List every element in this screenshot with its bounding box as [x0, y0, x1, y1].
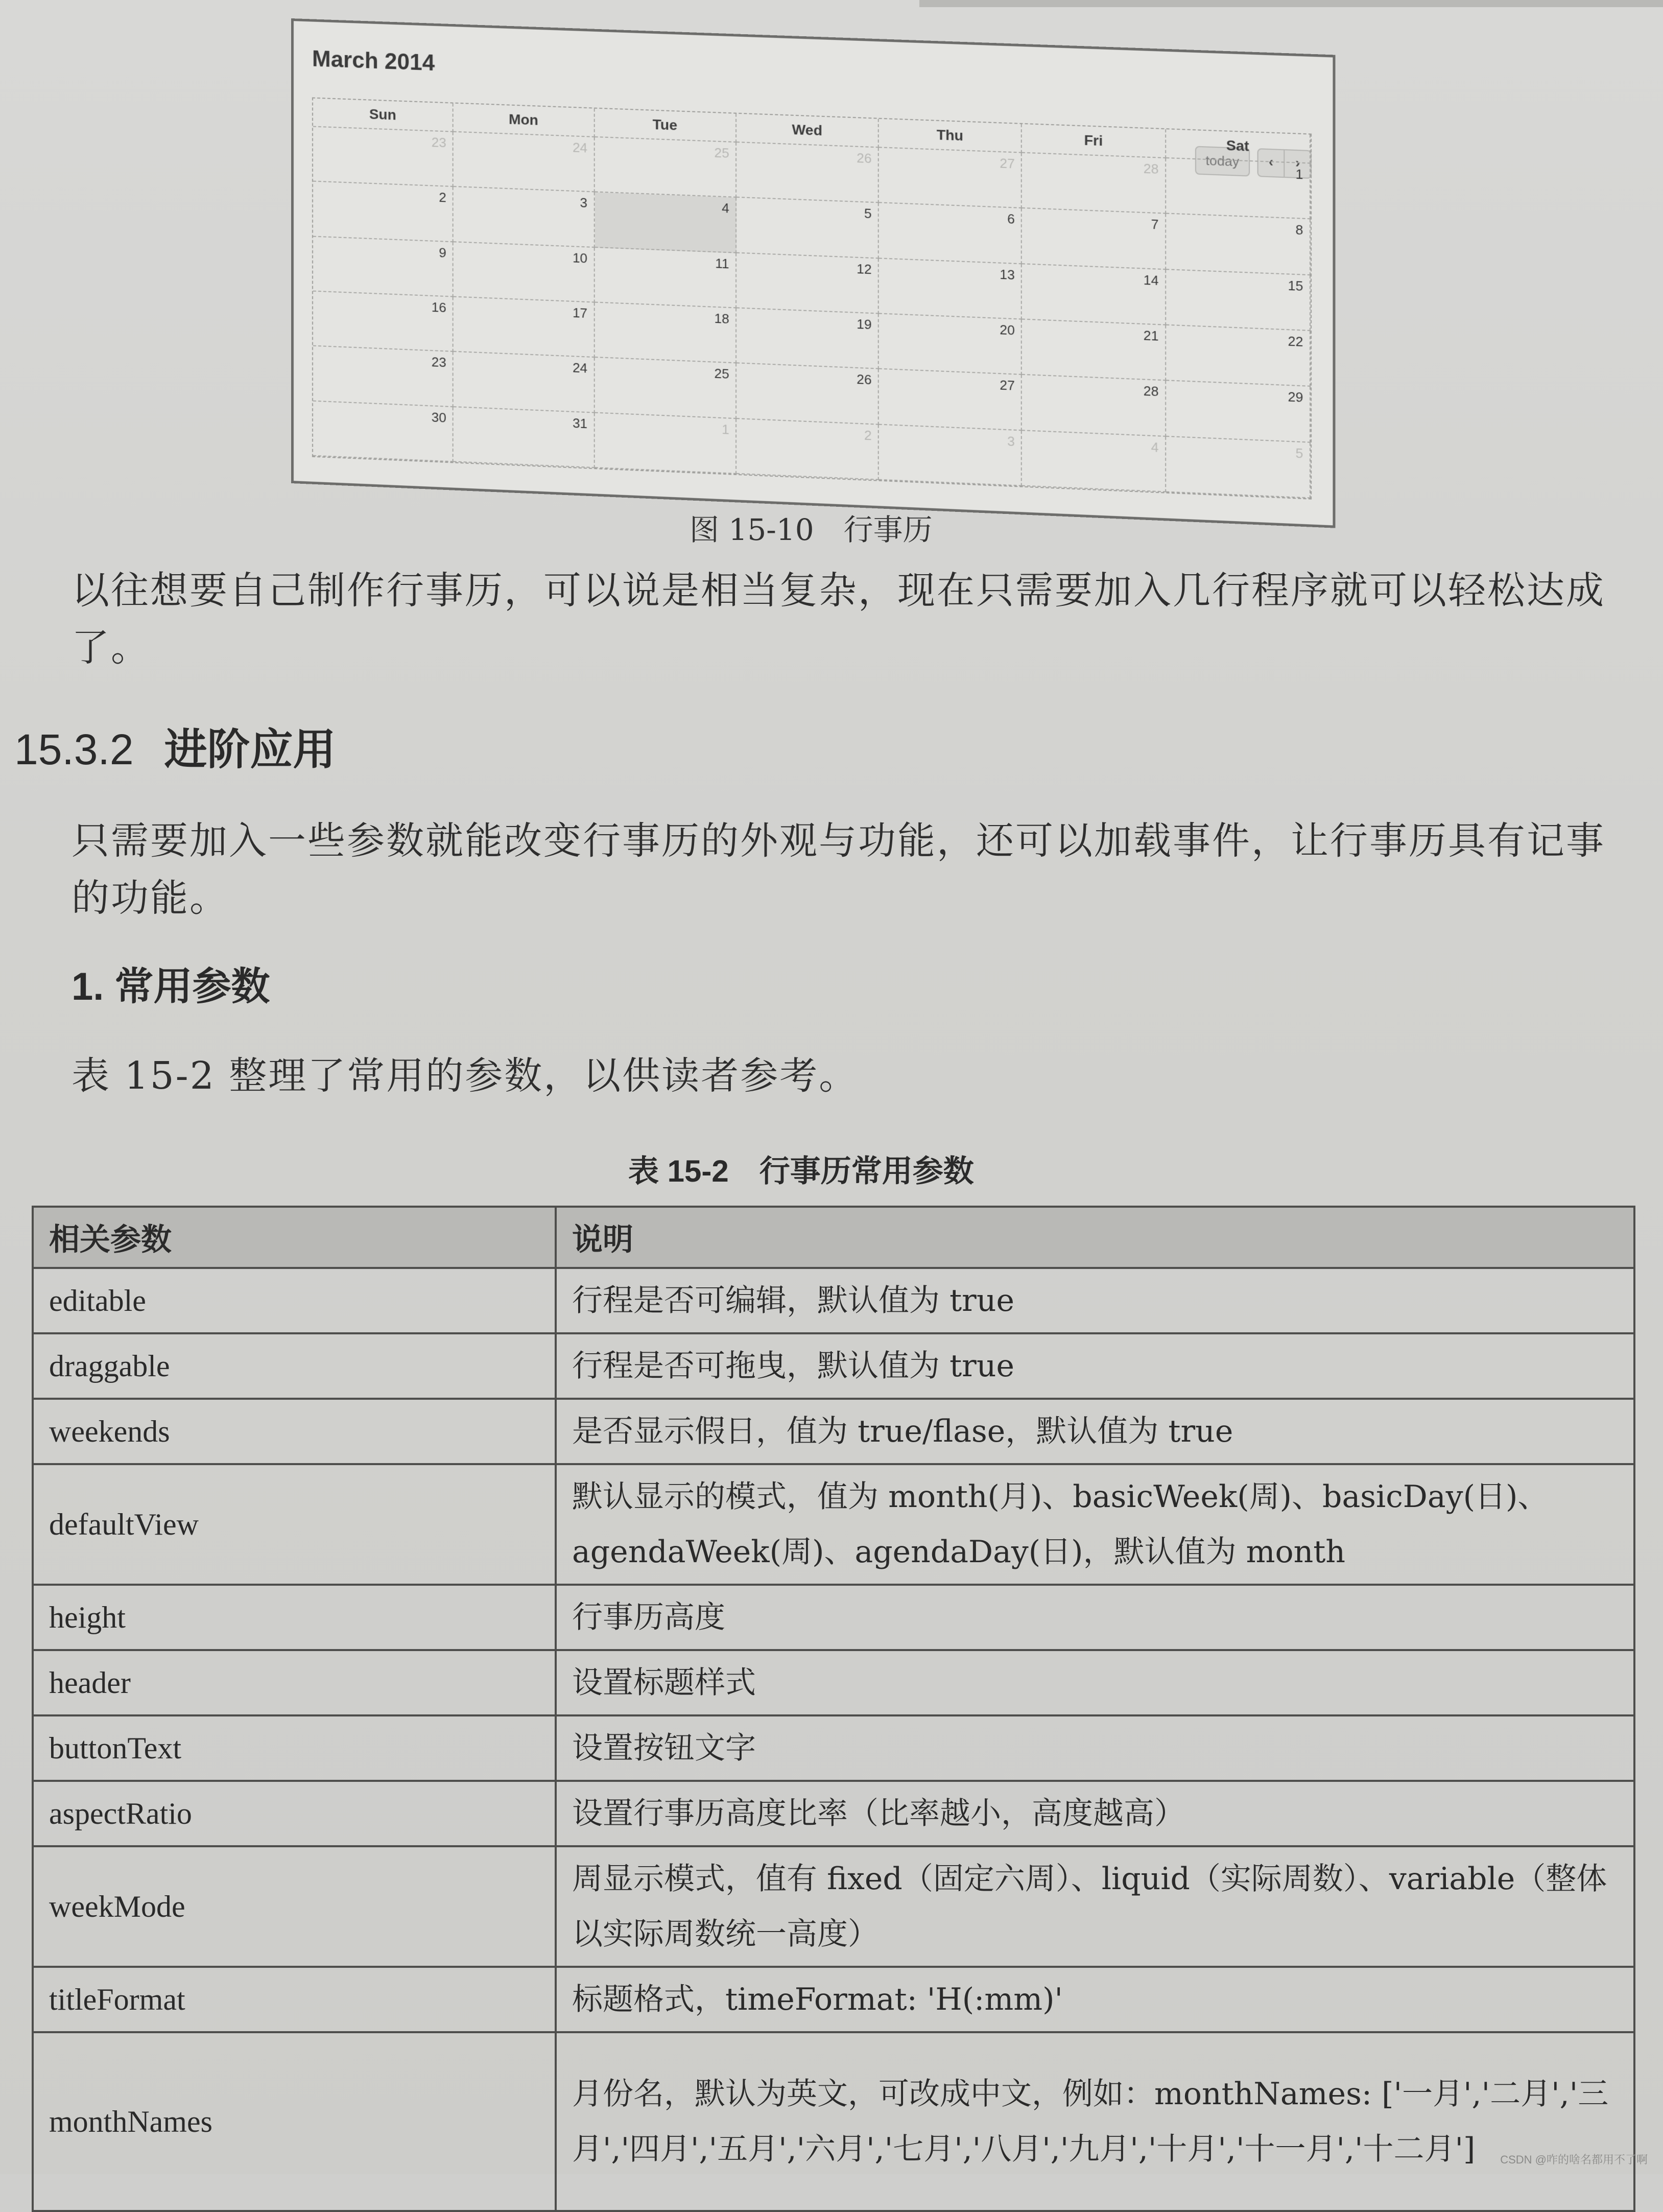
calendar-figure	[291, 18, 1336, 528]
calendar-day-cell[interactable]	[1022, 208, 1166, 270]
day-number: 19	[857, 316, 872, 333]
desc-cell: 设置标题样式	[556, 1650, 1634, 1715]
table-row	[33, 1333, 1634, 1399]
calendar-day-cell[interactable]	[737, 198, 879, 258]
day-number: 7	[1151, 216, 1159, 232]
calendar-day-cell[interactable]	[1166, 158, 1311, 220]
section-title: 进阶应用	[164, 725, 336, 773]
day-number: 29	[1288, 389, 1303, 406]
calendar-day-cell[interactable]	[1166, 437, 1311, 499]
day-number: 28	[1143, 383, 1159, 399]
day-number: 27	[1000, 155, 1015, 172]
day-number: 4	[1151, 439, 1159, 455]
param-cell: header	[33, 1650, 556, 1715]
day-number: 13	[1000, 266, 1015, 283]
today-button[interactable]: today	[1195, 146, 1250, 177]
calendar-day-cell[interactable]	[737, 419, 879, 480]
desc-cell: 标题格式，timeFormat: 'H(:mm)'	[556, 1967, 1634, 2032]
section-heading	[14, 715, 336, 777]
calendar-day-cell[interactable]	[313, 182, 454, 242]
day-number: 11	[715, 255, 729, 272]
table-row	[33, 1650, 1634, 1715]
calendar-title: March 2014	[312, 46, 435, 76]
day-number: 25	[714, 145, 729, 161]
table-row	[33, 2032, 1634, 2211]
day-number: 3	[580, 195, 588, 211]
day-number: 14	[1143, 272, 1159, 288]
table-row	[33, 1268, 1634, 1333]
day-number: 8	[1295, 222, 1303, 238]
calendar-day-cell[interactable]	[313, 292, 454, 352]
day-number: 28	[1143, 160, 1159, 177]
day-number: 20	[1000, 322, 1015, 338]
calendar-grid	[312, 97, 1312, 499]
header-desc: 说明	[556, 1207, 1634, 1268]
day-number: 23	[431, 134, 446, 151]
weekday-header: Tue	[595, 109, 737, 143]
param-cell: draggable	[33, 1333, 556, 1399]
calendar-day-cell[interactable]	[1022, 264, 1166, 325]
desc-cell: 默认显示的模式，值为 month(月)、basicWeek(周)、basicDay(日)、agendaWeek(周)、agendaDay(日)，默认值为 month	[556, 1464, 1634, 1585]
calendar-day-cell[interactable]	[1022, 320, 1166, 381]
calendar-day-cell[interactable]	[1022, 431, 1166, 492]
param-cell: monthNames	[33, 2032, 556, 2211]
desc-cell: 设置行事历高度比率（比率越小，高度越高）	[556, 1781, 1634, 1846]
desc-cell: 行程是否可编辑，默认值为 true	[556, 1268, 1634, 1333]
desc-cell: 行事历高度	[556, 1585, 1634, 1650]
table-header-row	[33, 1207, 1634, 1268]
weekday-header: Sat	[1166, 129, 1311, 163]
desc-cell: 是否显示假日，值为 true/flase，默认值为 true	[556, 1399, 1634, 1464]
param-cell: weekMode	[33, 1846, 556, 1967]
calendar-day-cell[interactable]	[454, 352, 595, 413]
desc-cell: 设置按钮文字	[556, 1715, 1634, 1781]
calendar-day-cell[interactable]	[879, 425, 1022, 486]
table-row	[33, 1399, 1634, 1464]
param-cell: height	[33, 1585, 556, 1650]
day-number: 26	[857, 371, 872, 388]
table-row	[33, 1967, 1634, 2032]
subsection-heading: 1. 常用参数	[72, 965, 270, 1008]
calendar-day-cell[interactable]	[879, 148, 1022, 208]
table-row	[33, 1846, 1634, 1967]
section-number: 15.3.2	[14, 725, 134, 773]
calendar-day-cell[interactable]	[454, 132, 595, 193]
day-number: 30	[431, 409, 446, 426]
calendar-day-cell[interactable]	[1166, 381, 1311, 443]
calendar-day-cell[interactable]	[879, 369, 1022, 431]
param-cell: defaultView	[33, 1464, 556, 1585]
day-number: 22	[1288, 333, 1303, 350]
calendar-day-cell[interactable]	[879, 258, 1022, 320]
day-number: 5	[864, 205, 872, 222]
calendar-day-cell[interactable]	[737, 143, 879, 203]
calendar-day-cell[interactable]	[454, 187, 595, 247]
prev-month-button[interactable]: ‹	[1257, 148, 1285, 178]
table-row	[33, 1781, 1634, 1846]
param-cell: editable	[33, 1268, 556, 1333]
day-number: 10	[572, 249, 588, 266]
calendar-day-cell[interactable]	[879, 314, 1022, 375]
calendar-day-cell[interactable]	[454, 297, 595, 358]
calendar-day-cell[interactable]	[1166, 325, 1311, 387]
calendar-day-cell[interactable]	[595, 248, 737, 309]
weekday-header: Sun	[313, 99, 454, 132]
calendar-day-cell[interactable]	[595, 137, 737, 198]
intro-paragraph: 以往想要自己制作行事历，可以说是相当复杂，现在只需要加入几行程序就可以轻松达成了。	[72, 569, 1605, 670]
day-number: 1	[722, 421, 729, 437]
day-number: 5	[1295, 445, 1303, 461]
param-cell: buttonText	[33, 1715, 556, 1781]
day-number: 27	[1000, 377, 1015, 394]
section-paragraph: 只需要加入一些参数就能改变行事历的外观与功能，还可以加载事件，让行事历具有记事的功能。	[72, 819, 1605, 920]
params-table	[32, 1206, 1635, 2212]
weekday-header: Thu	[879, 119, 1022, 153]
next-month-button[interactable]: ›	[1285, 149, 1312, 179]
day-number: 4	[722, 200, 729, 216]
day-number: 6	[1007, 211, 1015, 227]
calendar-day-cell[interactable]	[595, 358, 737, 418]
calendar-day-cell[interactable]	[595, 303, 737, 364]
table-body	[33, 1268, 1634, 2211]
day-number: 21	[1143, 327, 1159, 344]
calendar-day-cell[interactable]	[1166, 214, 1311, 275]
day-number: 3	[1007, 433, 1015, 449]
day-number: 15	[1288, 277, 1303, 294]
day-number: 1	[1295, 166, 1303, 182]
table-row	[33, 1464, 1634, 1585]
param-cell: weekends	[33, 1399, 556, 1464]
calendar-day-cell[interactable]	[313, 237, 454, 297]
param-cell: titleFormat	[33, 1967, 556, 2032]
table-intro-paragraph: 表 15-2 整理了常用的参数，以供读者参考。	[72, 1054, 859, 1098]
calendar-day-cell[interactable]	[313, 127, 454, 187]
day-number: 31	[572, 415, 588, 431]
calendar-day-cell[interactable]	[454, 242, 595, 303]
day-number: 16	[431, 299, 446, 316]
header-param: 相关参数	[33, 1207, 556, 1268]
desc-cell: 行程是否可拖曳，默认值为 true	[556, 1333, 1634, 1399]
calendar-day-cell[interactable]	[595, 193, 737, 253]
param-cell: aspectRatio	[33, 1781, 556, 1846]
calendar-day-cell[interactable]	[313, 346, 454, 407]
weekday-header: Mon	[454, 104, 595, 137]
table-row	[33, 1715, 1634, 1781]
day-number: 18	[714, 310, 729, 327]
day-number: 9	[439, 244, 446, 261]
day-number: 24	[572, 139, 588, 156]
calendar-day-cell[interactable]	[1022, 153, 1166, 214]
table-row	[33, 1585, 1634, 1650]
calendar-day-cell[interactable]	[313, 401, 454, 462]
day-number: 25	[714, 365, 729, 382]
weekday-header: Fri	[1022, 124, 1166, 158]
page-edge-shadow	[919, 0, 1663, 7]
day-number: 24	[572, 360, 588, 376]
calendar-day-cell[interactable]	[879, 203, 1022, 264]
weekday-header: Wed	[737, 114, 879, 148]
figure-caption: 图 15-10 行事历	[690, 512, 933, 547]
day-number: 2	[864, 427, 872, 443]
day-number: 17	[572, 304, 588, 321]
calendar-day-cell[interactable]	[1022, 375, 1166, 436]
calendar-day-cell[interactable]	[737, 364, 879, 425]
calendar-day-cell[interactable]	[1166, 270, 1311, 331]
desc-cell: 周显示模式，值有 fixed（固定六周）、liquid（实际周数）、variable（整体以实际周数统一高度）	[556, 1846, 1634, 1967]
day-number: 26	[857, 150, 872, 167]
calendar-day-cell[interactable]	[454, 407, 595, 468]
watermark: CSDN @咋的啥名都用不了啊	[1500, 2153, 1648, 2166]
calendar-day-cell[interactable]	[737, 253, 879, 314]
calendar-day-cell[interactable]	[737, 309, 879, 369]
calendar-day-cell[interactable]	[595, 413, 737, 474]
day-number: 23	[431, 354, 446, 370]
day-number: 12	[857, 261, 872, 277]
desc-cell: 月份名，默认为英文，可改成中文，例如：monthNames: ['一月','二月','三月','四月','五月','六月','七月','八月','九月','十月','十一月','十二月']	[556, 2032, 1634, 2211]
day-number: 2	[439, 190, 446, 205]
table-caption: 表 15-2 行事历常用参数	[628, 1154, 974, 1188]
